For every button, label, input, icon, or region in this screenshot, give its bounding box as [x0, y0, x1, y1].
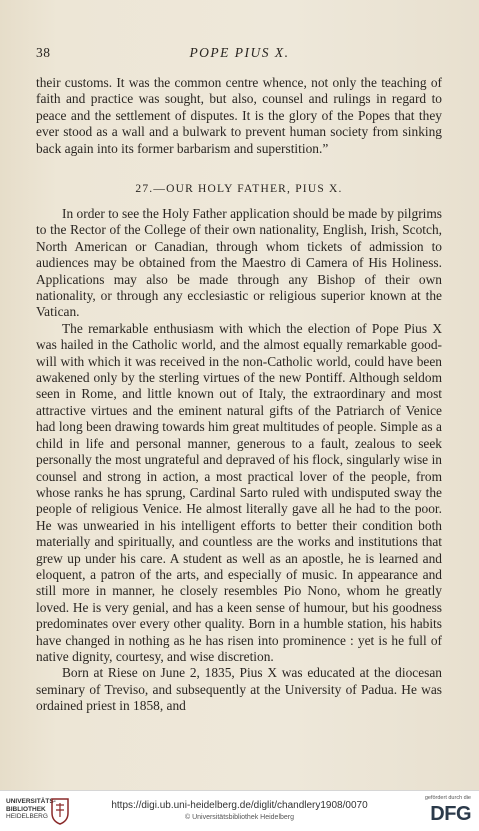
text-block-top — [36, 75, 442, 157]
library-name-line: BIBLIOTHEK — [6, 805, 46, 813]
page-header — [36, 45, 443, 63]
paragraph: their customs. It was the common centre whence, not only the teaching of faith and practice was sought, but also, counsel and rulings in regard to peace and the settlement of disputes. It is the glory of the Popes that they ever stood as a wall and a bulwark to prevent human society from sinking back again into its former barbarism and superstition.” — [36, 75, 442, 156]
permalink-url[interactable]: https://digi.ub.uni-heidelberg.de/diglit/chandlery1908/0070 — [111, 800, 368, 811]
library-name-line: HEIDELBERG — [6, 813, 48, 820]
viewer-footer — [0, 790, 479, 831]
dfg-logo: DFG — [430, 803, 471, 825]
text-block-body — [36, 206, 442, 715]
funder-note: gefördert durch die — [424, 795, 471, 801]
paragraph: Born at Riese on June 2, 1835, Pius X was educated at the diocesan seminary of Treviso, and subsequently at the University of Padua. He was ordained priest in 1858, and — [36, 665, 442, 714]
copyright-notice: © Universitätsbibliothek Heidelberg — [184, 814, 295, 821]
section-heading: 27.—OUR HOLY FATHER, PIUS X. — [135, 183, 343, 195]
page-number: 38 — [36, 45, 51, 60]
library-name-line: UNIVERSITÄTS- — [6, 798, 56, 805]
paragraph: In order to see the Holy Father application should be made by pilgrims to the Rector of the College of their own nationality, English, Irish, Scotch, North American or Canadian, through whom tickets of admission to audiences may be obtained from the Maestro di Camera of His Holiness. Applications may also be made through any Bishop of their own nationality, or through any ecclesiastic or religious superior known at the Vatican. — [36, 206, 442, 320]
paragraph: The remarkable enthusiasm with which the election of Pope Pius X was hailed in the Catholic world, and the almost equally remarkable good-will with which it was received in the non-Catholic world, could have been awakened only by the sterling virtues of the new Pontiff. Although seldom seen in Rome, and little known out of Italy, the extraordinary and most attractive virtues and the eminent natural gifts of the Patriarch of Venice had long been drawing towards him great multitudes of people. Simple as a child in life and personal manner, generous to a fault, zealous to seek personally the most ungrateful and depraved of his flock, singularly wise in counsel and strong in action, a most practical lover of the people, from whose ranks he has sprung, Cardinal Sarto ruled with undisputed sway the people of religious Venice. He almost literally gave all he had to the poor. He was unwearied in his intelligent efforts to better their condition both materially and spiritually, and countless are the works and institutions that grew up under his care. A student as well as an apostle, he is learned and eloquent, a patron of the arts, and especially of music. In appearance and still more in manner, he closely resembles Pio Nono, whom he greatly loved. He is very genial, and has a keen sense of humour, but his goodness predominates over every other quality. Born in a humble station, his habits have changed in nothing as he has risen into prominence : yet is he full of native dignity, courtesy, and wise discretion. — [36, 320, 442, 664]
running-head: POPE PIUS X. — [189, 45, 290, 60]
